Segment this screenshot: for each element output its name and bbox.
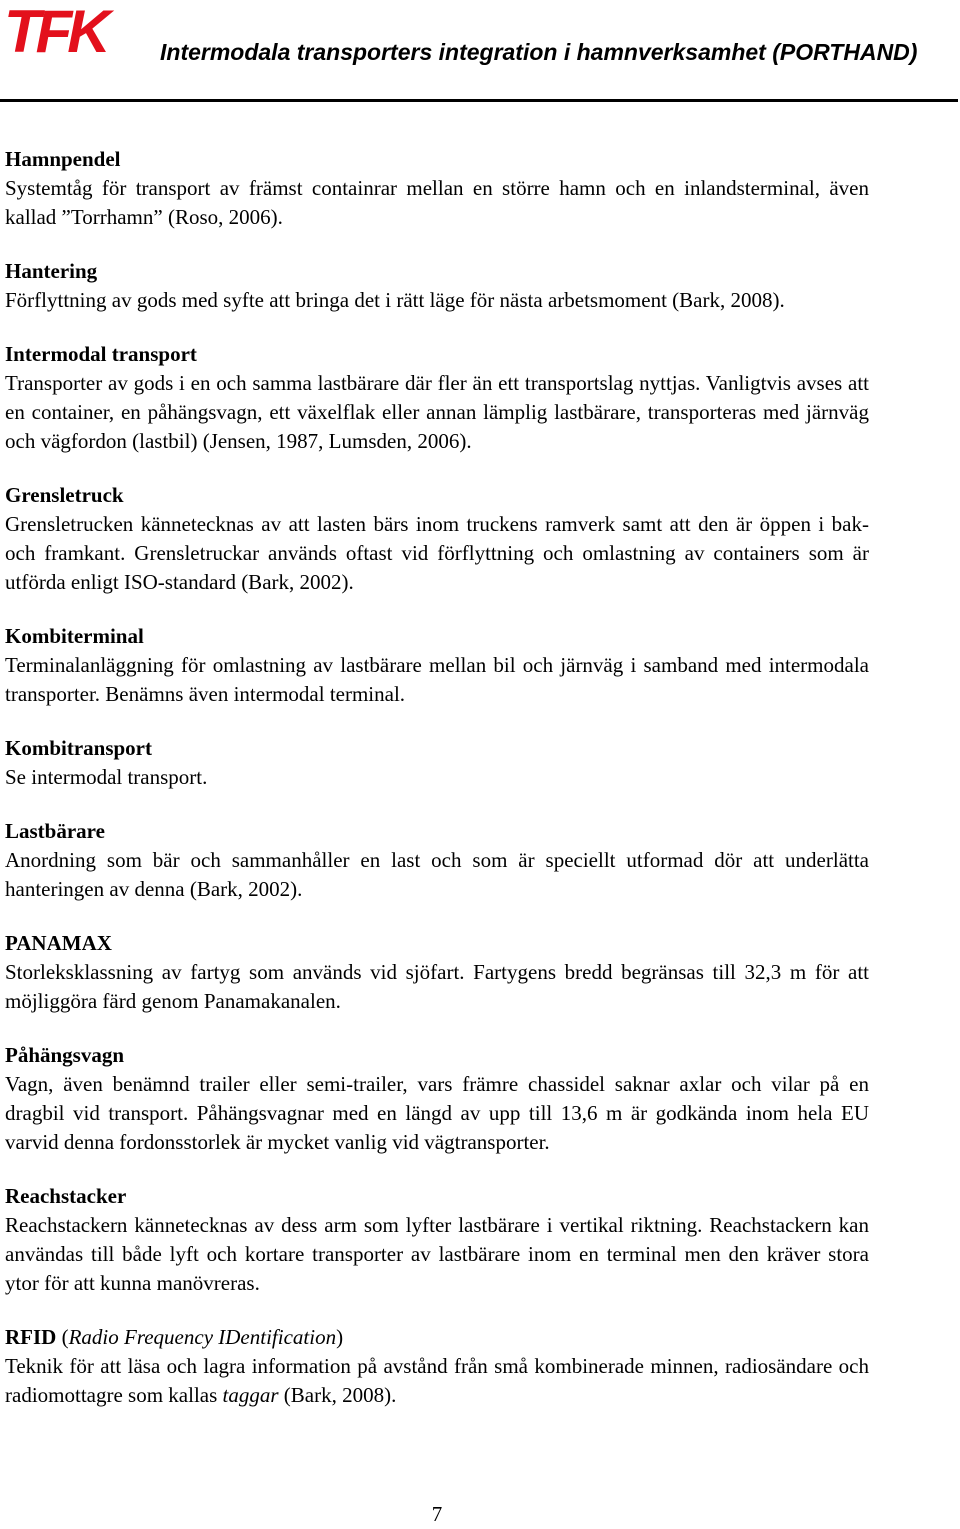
glossary-term — [5, 1323, 869, 1352]
glossary-definition: Systemtåg för transport av främst containrar mellan en större hamn och en inlandsterminal, även kallad ”Torrhamn” (Roso, 2006). — [5, 176, 869, 229]
rfid-definition-italic: taggar — [222, 1383, 279, 1407]
header-divider — [0, 99, 958, 102]
glossary-entry-hantering — [5, 257, 869, 315]
document-header-title: Intermodala transporters integration i hamnverksamhet (PORTHAND) — [160, 39, 918, 65]
rfid-definition-before: Teknik för att läsa och lagra information på avstånd från små kombinerade minnen, radiosändare och radiomottagre som kallas — [5, 1354, 869, 1407]
glossary-entry-grensletruck — [5, 481, 869, 597]
glossary-term: Grensletruck — [5, 483, 124, 507]
tfk-logo: TFK — [4, 0, 106, 65]
glossary-term: PANAMAX — [5, 931, 112, 955]
glossary-definition: Grensletrucken kännetecknas av att lasten bärs inom truckens ramverk samt att den är öppen i bak- och framkant. Grensletruckar används oftast vid förflyttning och omlastning av containers som är utförda enligt ISO-standard (Bark, 2002). — [5, 512, 869, 594]
rfid-definition-after: (Bark, 2008). — [278, 1383, 397, 1407]
glossary-entry-intermodal-transport — [5, 340, 869, 456]
glossary-term: Hantering — [5, 259, 98, 283]
glossary-entry-rfid — [5, 1323, 869, 1410]
glossary-list — [5, 145, 869, 1435]
glossary-term: Kombitransport — [5, 736, 152, 760]
glossary-term: Hamnpendel — [5, 147, 121, 171]
glossary-entry-lastbarare — [5, 817, 869, 904]
glossary-term: Lastbärare — [5, 819, 105, 843]
glossary-term: Kombiterminal — [5, 624, 144, 648]
glossary-definition: Förflyttning av gods med syfte att bringa det i rätt läge för nästa arbetsmoment (Bark, 2008). — [5, 288, 785, 312]
rfid-open-paren: ( — [56, 1325, 69, 1349]
glossary-term: Reachstacker — [5, 1184, 127, 1208]
glossary-definition: Se intermodal transport. — [5, 765, 208, 789]
glossary-definition: Reachstackern kännetecknas av dess arm som lyfter lastbärare i vertikal riktning. Reachstackern kan användas till både lyft och kortare transporter av lastbärare inom en terminal men den kräver stora ytor för att kunna manövreras. — [5, 1213, 869, 1295]
glossary-definition: Terminalanläggning för omlastning av lastbärare mellan bil och järnväg i samband med intermodala transporter. Benämns även intermodal terminal. — [5, 653, 869, 706]
glossary-entry-panamax — [5, 929, 869, 1016]
glossary-definition: Vagn, även benämnd trailer eller semi-trailer, vars främre chassidel saknar axlar och vilar på en dragbil vid transport. Påhängsvagnar med en längd av upp till 13,6 m är godkända inom hela EU varvid denna fordonsstorlek är mycket vanlig vid vägtransporter. — [5, 1072, 869, 1154]
glossary-entry-hamnpendel — [5, 145, 869, 232]
glossary-definition: Storleksklassning av fartyg som används vid sjöfart. Fartygens bredd begränsas till 32,3 m för att möjliggöra färd genom Panamakanalen. — [5, 960, 869, 1013]
glossary-definition — [5, 1352, 869, 1410]
rfid-expansion: Radio Frequency IDentification — [68, 1325, 337, 1349]
glossary-entry-kombiterminal — [5, 622, 869, 709]
glossary-entry-kombitransport — [5, 734, 869, 792]
rfid-term: RFID — [5, 1325, 57, 1349]
glossary-entry-pahangsvagn — [5, 1041, 869, 1157]
rfid-close-paren: ) — [336, 1325, 344, 1349]
glossary-definition: Transporter av gods i en och samma lastbärare där fler än ett transportslag nyttjas. Vanligtvis avses att en container, en påhängsvagn, ett växelflak eller annan lämplig lastbärare, transporteras med järnväg och vägfordon (lastbil) (Jensen, 1987, Lumsden, 2006). — [5, 371, 869, 453]
glossary-term: Påhängsvagn — [5, 1043, 125, 1067]
glossary-entry-reachstacker — [5, 1182, 869, 1298]
glossary-definition: Anordning som bär och sammanhåller en last och som är speciellt utformad dör att underlätta hanteringen av denna (Bark, 2002). — [5, 848, 869, 901]
glossary-term: Intermodal transport — [5, 342, 197, 366]
page-number: 7 — [431, 1502, 443, 1526]
